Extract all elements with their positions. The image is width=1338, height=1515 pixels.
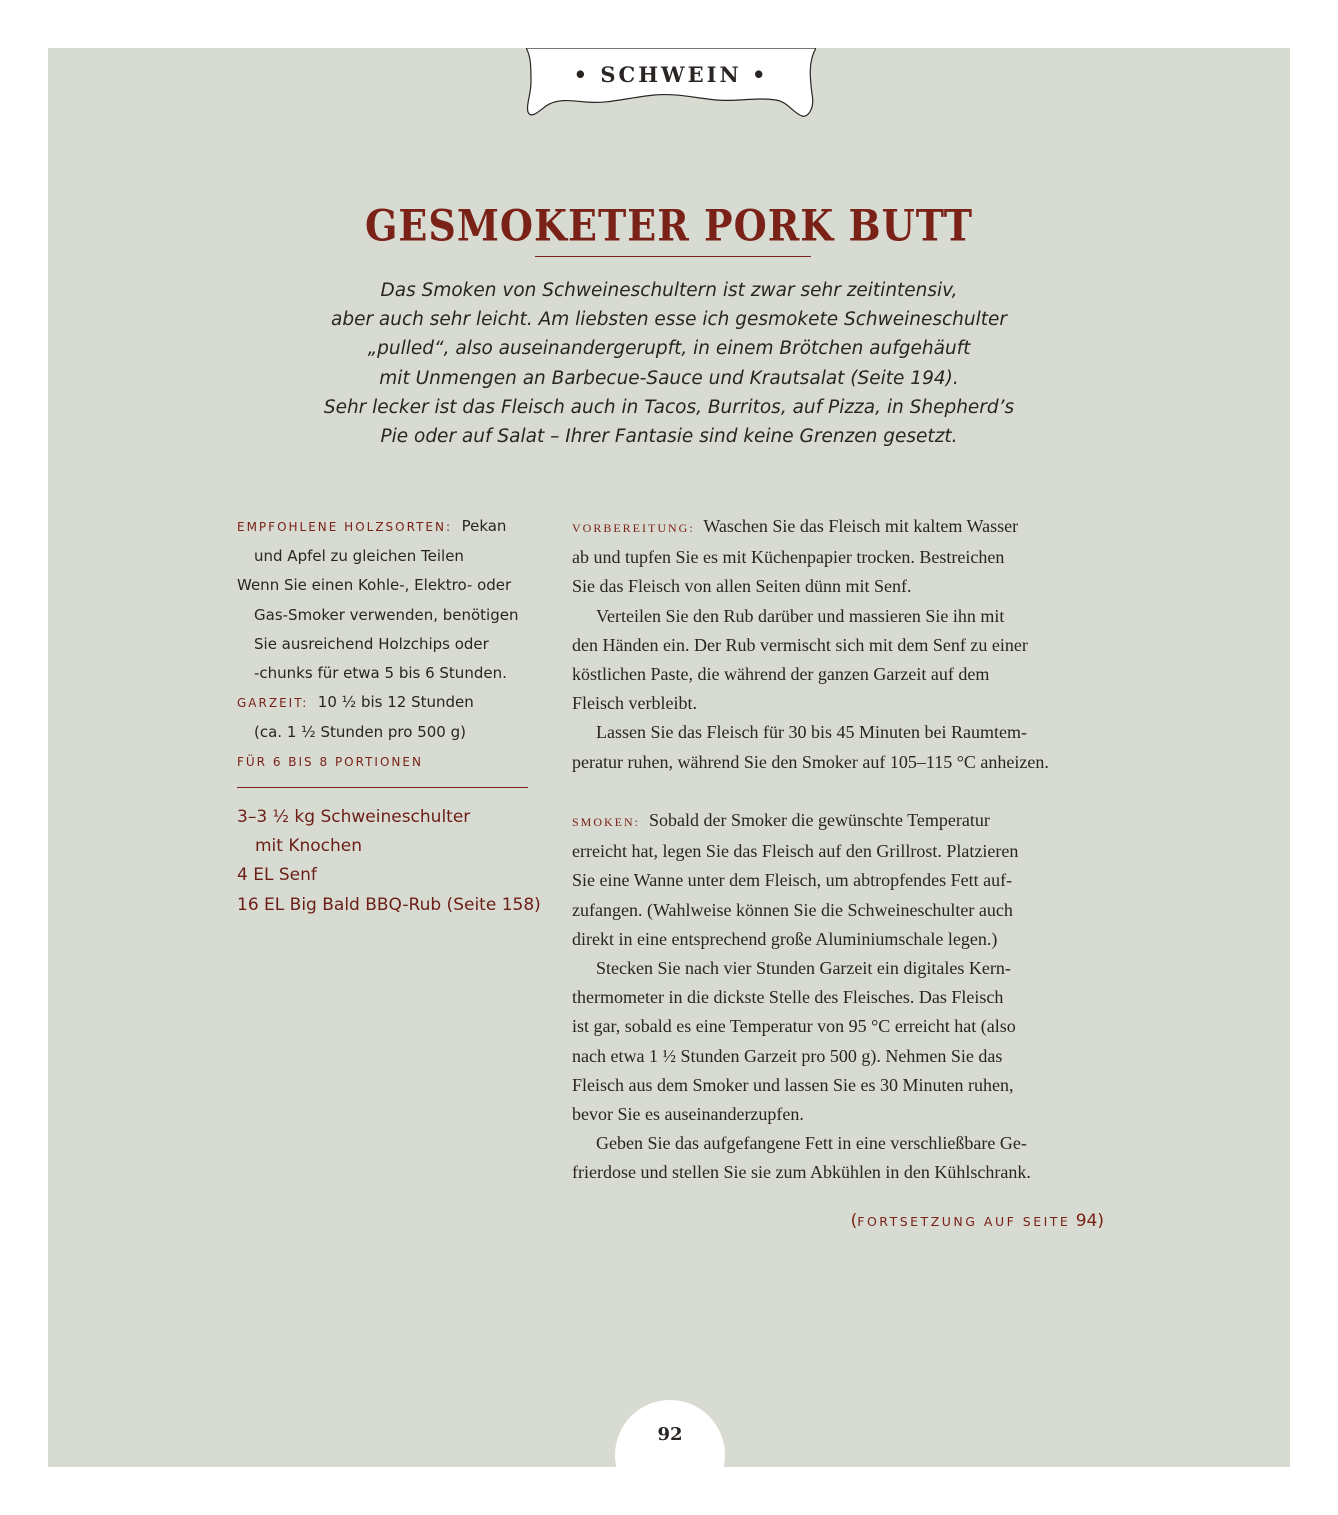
- method-line: bevor Sie es auseinanderzupfen.: [572, 1104, 804, 1125]
- recipe-page: [48, 48, 1290, 1467]
- time-line: [237, 688, 537, 718]
- ingredient-item: 4 EL Senf: [237, 865, 317, 886]
- method-line: ist gar, sobald es eine Temperatur von 95 °C erreicht hat (also: [572, 1016, 1016, 1037]
- continuation-page: 94): [1075, 1211, 1104, 1231]
- wood-text-cont: und Apfel zu gleichen Teilen: [254, 547, 464, 566]
- recipe-intro: [248, 276, 1090, 451]
- method-text: [572, 512, 1112, 1188]
- method-line: Sie eine Wanne unter dem Fleisch, um abtropfendes Fett auf-: [572, 870, 1013, 891]
- method-line: den Händen ein. Der Rub vermischt sich mit dem Senf zu einer: [572, 634, 1028, 655]
- time-note: (ca. 1 ½ Stunden pro 500 g): [254, 723, 466, 742]
- method-line: Waschen Sie das Fleisch mit kaltem Wasser: [703, 516, 1019, 536]
- intro-line: mit Unmengen an Barbecue-Sauce und Krautsalat (Seite 194).: [379, 367, 959, 389]
- page-number: 92: [657, 1424, 683, 1445]
- method-line: Sie das Fleisch von allen Seiten dünn mit Senf.: [572, 576, 912, 597]
- section-tab-banner: [526, 48, 816, 128]
- ingredient-list: [237, 803, 547, 920]
- continuation-paren: (: [850, 1211, 858, 1231]
- continuation-note: [572, 1211, 1104, 1231]
- title-divider: [535, 256, 811, 257]
- prep-first-line: [572, 512, 1112, 543]
- method-line: Sobald der Smoker die gewünschte Temperatur: [649, 810, 990, 831]
- intro-line: aber auch sehr leicht. Am liebsten esse ich gesmokete Schweineschulter: [330, 309, 1008, 331]
- method-line: direkt in eine entsprechend große Aluminiumschale legen.): [572, 928, 998, 949]
- ingredient-item: 3–3 ½ kg Schweineschulter: [237, 807, 471, 827]
- section-label: • SCHWEIN •: [573, 62, 769, 87]
- method-line: zufangen. (Wahlweise können Sie die Schweineschulter auch: [572, 899, 1013, 920]
- sidebar-divider: [237, 787, 528, 788]
- time-text: 10 ½ bis 12 Stunden: [317, 693, 474, 712]
- method-line: Verteilen Sie den Rub darüber und massieren Sie ihn mit: [596, 605, 1005, 626]
- ingredient-item: 16 EL Big Bald BBQ-Rub (Seite 158): [237, 894, 541, 915]
- wood-note-line: Gas-Smoker verwenden, benötigen: [254, 605, 519, 624]
- wood-note-line: Sie ausreichend Holzchips oder: [254, 634, 489, 653]
- smoke-label: SMOKEN:: [572, 815, 641, 830]
- method-line: nach etwa 1 ½ Stunden Garzeit pro 500 g). Nehmen Sie das: [572, 1045, 1003, 1066]
- wood-note-line: Wenn Sie einen Kohle-, Elektro- oder: [237, 576, 512, 595]
- method-line: Fleisch aus dem Smoker und lassen Sie es 30 Minuten ruhen,: [572, 1074, 1014, 1095]
- prep-label: VORBEREITUNG:: [572, 521, 695, 535]
- wood-text: Pekan: [461, 517, 507, 535]
- method-line: Geben Sie das aufgefangene Fett in eine verschließbare Ge-: [596, 1133, 1027, 1154]
- method-line: thermometer in die dickste Stelle des Fleisches. Das Fleisch: [572, 987, 1004, 1008]
- wood-note-line: -chunks für etwa 5 bis 6 Stunden.: [254, 664, 507, 683]
- method-line: Lassen Sie das Fleisch für 30 bis 45 Minuten bei Raumtem-: [596, 722, 1027, 743]
- method-line: erreicht hat, legen Sie das Fleisch auf den Grillrost. Platzieren: [572, 841, 1019, 862]
- paragraph-gap: [572, 777, 1112, 806]
- servings-label: FÜR 6 BIS 8 PORTIONEN: [237, 754, 423, 769]
- method-line: köstlichen Paste, die während der ganzen Garzeit auf dem: [572, 664, 990, 685]
- wood-label: EMPFOHLENE HOLZSORTEN:: [237, 520, 453, 534]
- method-line: frierdose und stellen Sie sie zum Abkühlen in den Kühlschrank.: [572, 1162, 1031, 1183]
- method-line: Stecken Sie nach vier Stunden Garzeit ein digitales Kern-: [596, 958, 1011, 979]
- intro-line: „pulled“, also auseinandergerupft, in einem Brötchen aufgehäuft: [367, 338, 971, 360]
- wood-line: [237, 512, 537, 542]
- method-line: ab und tupfen Sie es mit Küchenpapier trocken. Bestreichen: [572, 547, 1005, 568]
- intro-line: Sehr lecker ist das Fleisch auch in Tacos, Burritos, auf Pizza, in Shepherd’s: [323, 396, 1015, 418]
- time-label: GARZEIT:: [237, 696, 309, 711]
- continuation-text: FORTSETZUNG AUF SEITE: [857, 1214, 1071, 1229]
- method-line: Fleisch verbleibt.: [572, 693, 697, 714]
- recipe-title: GESMOKETER PORK BUTT: [364, 200, 974, 251]
- smoke-first-line: [572, 806, 1112, 837]
- intro-line: Pie oder auf Salat – Ihrer Fantasie sind keine Grenzen gesetzt.: [380, 426, 958, 448]
- recipe-info-sidebar: [237, 512, 537, 777]
- ingredient-item-cont: mit Knochen: [255, 836, 363, 857]
- method-line: peratur ruhen, während Sie den Smoker auf 105–115 °C anheizen.: [572, 751, 1049, 772]
- intro-line: Das Smoken von Schweineschultern ist zwar sehr zeitintensiv,: [380, 280, 958, 301]
